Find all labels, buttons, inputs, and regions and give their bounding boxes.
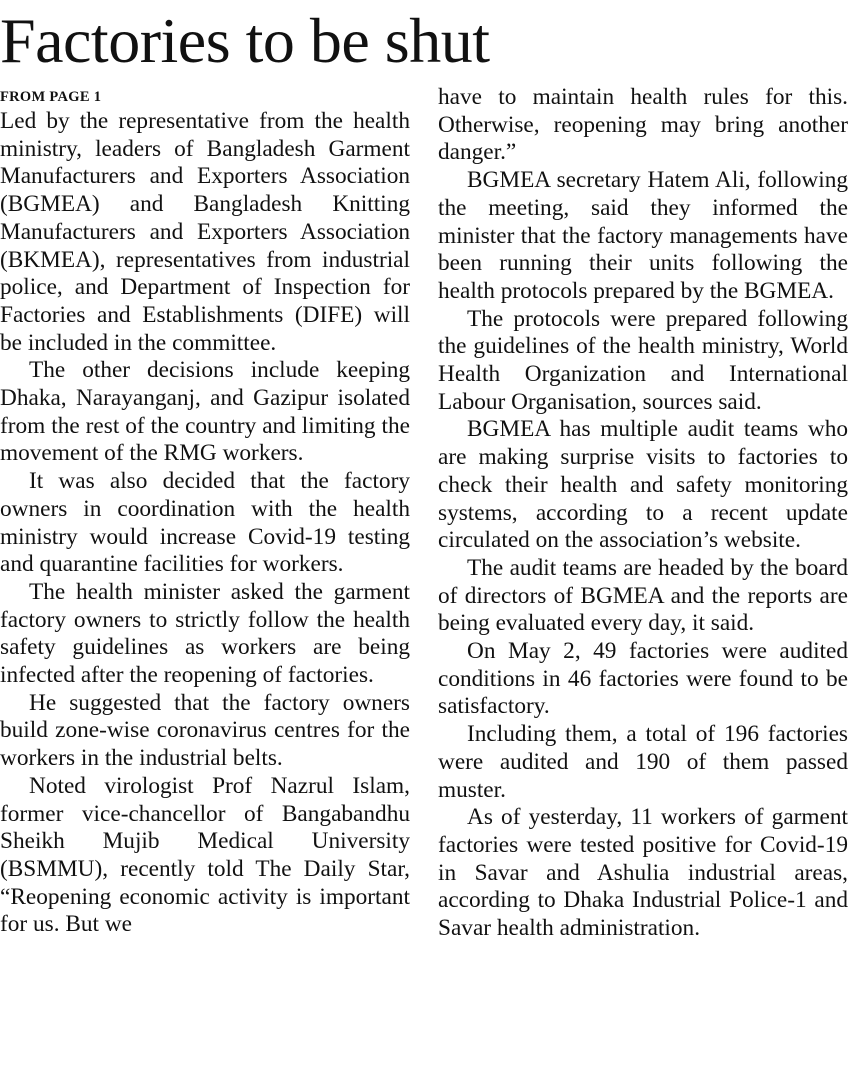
paragraph: BGMEA secretary Hatem Ali, following the meeting, said they informed the minister that the factory managements have been running their units following the health protocols prepared by the BGMEA.: [438, 167, 848, 304]
paragraph: The protocols were prepared following the guidelines of the health ministry, World Health Organization and International Labour Organisation, sources said.: [438, 305, 848, 415]
paragraph: BGMEA has multiple audit teams who are making surprise visits to factories to check their health and safety monitoring systems, according to a recent update circulated on the association’s website.: [438, 416, 848, 554]
right-column: [438, 84, 848, 943]
headline: Factories to be shut: [0, 5, 490, 76]
paragraph: It was also decided that the factory owners in coordination with the health ministry would increase Covid-19 testing and quarantine facilities for workers.: [0, 468, 410, 578]
paragraph: On May 2, 49 factories were audited conditions in 46 factories were found to be satisfactory.: [438, 638, 848, 720]
paragraph: The audit teams are headed by the board of directors of BGMEA and the reports are being evaluated every day, it said.: [438, 554, 848, 637]
paragraph: Including them, a total of 196 factories were audited and 190 of them passed muster.: [438, 721, 848, 803]
paragraph: The health minister asked the garment factory owners to strictly follow the health safety guidelines as workers are being infected after the reopening of factories.: [0, 578, 410, 689]
left-column: [0, 84, 410, 939]
paragraph: Led by the representative from the health ministry, leaders of Bangladesh Garment Manufacturers and Exporters Association (BGMEA) and Bangladesh Knitting Manufacturers and Exporters Association (BKMEA), representatives from industrial police, and Department of Inspection for Factories and Establishments (DIFE) will be included in the committee.: [0, 108, 410, 356]
continuation-kicker: FROM PAGE 1: [0, 89, 102, 105]
paragraph: The other decisions include keeping Dhaka, Narayanganj, and Gazipur isolated from the rest of the country and limiting the movement of the RMG workers.: [0, 357, 410, 467]
paragraph-continuation: have to maintain health rules for this. Otherwise, reopening may bring another danger.”: [438, 84, 848, 166]
paragraph: He suggested that the factory owners build zone-wise coronavirus centres for the workers in the industrial belts.: [0, 689, 410, 772]
paragraph: Noted virologist Prof Nazrul Islam, former vice-chancellor of Bangabandhu Sheikh Mujib Medical University (BSMMU), recently told The Daily Star, “Reopening economic activity is important for us. But we: [0, 772, 410, 938]
paragraph: As of yesterday, 11 workers of garment factories were tested positive for Covid-19 in Savar and Ashulia industrial areas, according to Dhaka Industrial Police-1 and Savar health administration.: [438, 804, 848, 942]
